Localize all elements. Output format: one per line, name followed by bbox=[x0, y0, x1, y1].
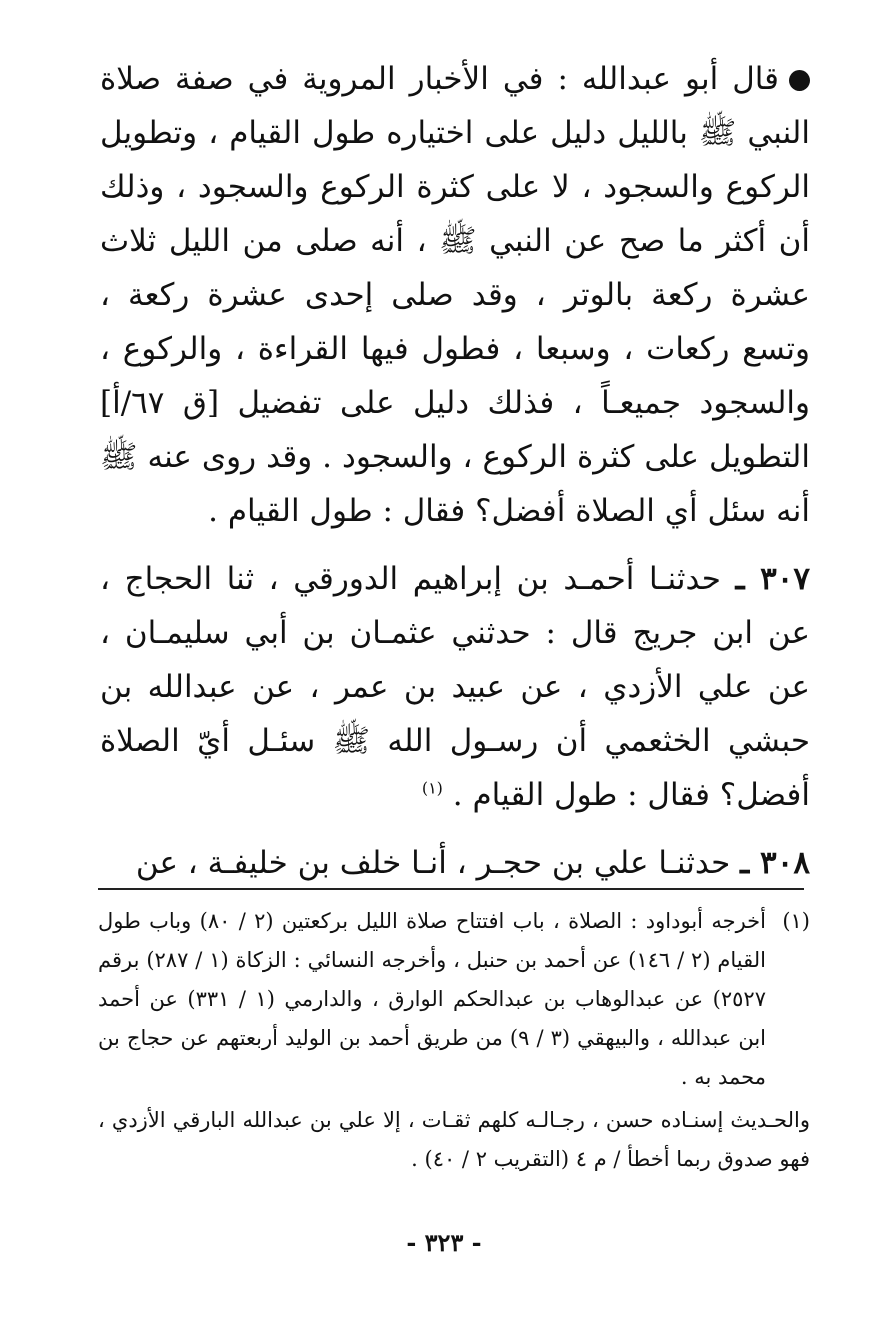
bullet-icon bbox=[789, 70, 810, 91]
footnote-reference[interactable]: (١) bbox=[421, 778, 443, 798]
footnote-marker: (١) bbox=[782, 909, 810, 933]
footnote-text: أخرجه أبوداود : الصلاة ، باب افتتاح صلاة الليل بركعتين (٢ / ٨٠) وباب طول القيام (٢ / ١٤٦) عن أحمد بن حنبل ، وأخرجه النسائي : الزكاة (١ / ٢٨٧) برقم ٢٥٢٧) عن عبدالوهاب بن عبدالحكم الوارق ، والدارمي (١ / ٣٣١) عن أحمد ابن عبدالله ، والبيهقي (٣ / ٩) من طريق أحمد بن الوليد أربعتهم عن حجاج بن محمد به . bbox=[98, 909, 766, 1089]
commentary-paragraph bbox=[100, 52, 810, 538]
footnote-divider bbox=[98, 888, 804, 890]
page-number: - ٣٢٣ - bbox=[406, 1228, 482, 1257]
hadith-text: حدثنـا أحمـد بن إبراهيم الدورقي ، ثنا الحجاج ، عن ابن جريج قال : حدثني عثمـان بن أبي سليمـان ، عن علي الأزدي ، عن عبيد بن عمر ، عن عبدالله بن حبشي الخثعمي أن رسـول الله ﷺ سئـل أيّ الصلاة أفضل؟ فقال : طول القيام . bbox=[100, 561, 810, 813]
hadith-text: حدثنـا علي بن حجـر ، أنـا خلف بن خليفـة ، عن bbox=[135, 845, 731, 881]
hadith-number: ٣٠٧ ـ bbox=[735, 561, 811, 597]
hadith-307 bbox=[100, 552, 810, 822]
hadith-308 bbox=[100, 836, 810, 890]
footnote-1 bbox=[98, 902, 810, 1097]
footnote-grading-note: والحـديث إسنـاده حسن ، رجـالـه كلهم ثقـات ، إلا علي بن عبدالله البارقي الأزدي ، فهو صدوق ربما أخطأ / م ٤ (التقريب ٢ / ٤٠) . bbox=[98, 1108, 810, 1171]
main-text bbox=[100, 52, 810, 890]
commentary-text: قال أبو عبدالله : في الأخبار المروية في صفة صلاة النبي ﷺ بالليل دليل على اختياره طول القيام ، وتطويل الركوع والسجود ، لا على كثرة الركوع والسجود ، وذلك أن أكثر ما صح عن النبي ﷺ ، أنه صلى من الليل ثلاث عشرة ركعة بالوتر ، وقد صلى إحدى عشرة ركعة ، وتسع ركعات ، وسبعا ، فطول فيها القراءة ، والركوع ، والسجود جميعـاً ، فذلك دليل على تفضيل [ق ٦٧/أ] التطويل على كثرة الركوع ، والسجود . وقد روى عنه ﷺ أنه سئل أي الصلاة أفضل؟ فقال : طول القيام . bbox=[100, 61, 810, 529]
hadith-number: ٣٠٨ ـ bbox=[740, 845, 810, 881]
footnotes-section bbox=[98, 902, 810, 1179]
